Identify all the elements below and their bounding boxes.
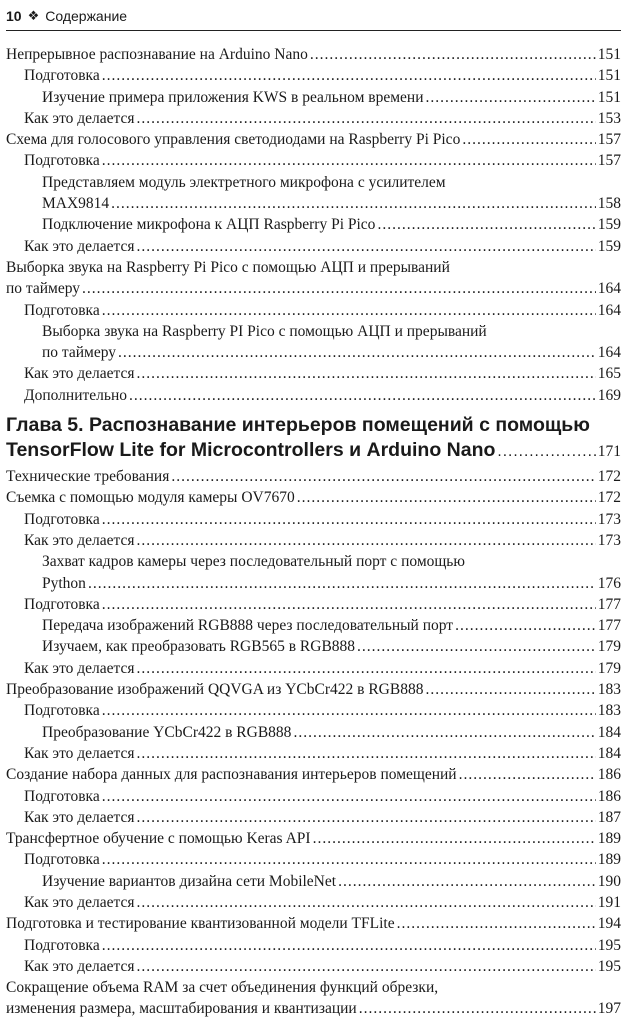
toc-title: Как это делается [24,893,135,911]
toc-page: 153 [597,109,621,127]
toc-entry[interactable] [6,108,621,129]
toc-page: 157 [597,152,621,170]
chapter-title-line1: Глава 5. Распознавание интерьеров помещений с помощью [6,414,590,437]
toc-page: 183 [597,702,621,720]
toc-title: Подготовка [24,595,100,613]
toc-page: 189 [597,830,621,848]
table-of-contents [6,44,621,1020]
toc-entry[interactable] [6,594,621,615]
toc-page: 164 [597,344,621,362]
toc-entry[interactable] [6,509,621,530]
toc-entry[interactable] [6,871,621,892]
toc-page: 172 [597,468,621,486]
toc-page: 189 [597,851,621,869]
toc-page: 179 [597,638,621,656]
toc-entry[interactable] [6,828,621,849]
toc-title: по таймеру [42,344,117,362]
toc-title-line1: Захват кадров камеры через последовательный порт с помощью [42,553,465,571]
toc-entry[interactable] [6,530,621,551]
toc-title: Подготовка [24,702,100,720]
toc-title: Схема для голосового управления светодиодами на Raspberry Pi Pico [6,131,461,149]
toc-page: 184 [597,723,621,741]
toc-title-line1: Выборка звука на Raspberry Pi Pico с помощью АЦП и прерываний [6,258,450,276]
toc-title: Подготовка [24,152,100,170]
toc-page: 172 [597,489,621,507]
toc-page: 164 [597,301,621,319]
toc-entry[interactable] [6,615,621,636]
toc-page: 151 [597,88,621,106]
toc-entry[interactable] [6,700,621,721]
toc-page: 171 [597,443,621,461]
toc-entry[interactable] [6,300,621,321]
toc-page: 195 [597,957,621,975]
toc-page: 151 [597,67,621,85]
toc-title: Преобразование изображений QQVGA из YCbCr422 в RGB888 [6,681,424,699]
toc-page: 179 [597,659,621,677]
toc-entry[interactable] [6,913,621,934]
toc-page: 195 [597,936,621,954]
toc-title: по таймеру [6,280,81,298]
page-number: 10 [6,8,22,24]
toc-entry[interactable] [6,150,621,171]
toc-entry[interactable] [6,722,621,743]
toc-page: 194 [597,915,621,933]
toc-page: 151 [597,46,621,63]
toc-chapter-heading[interactable] [6,413,621,464]
toc-page: 157 [597,131,621,149]
toc-title: Подготовка и тестирование квантизованной модели TFLite [6,915,395,933]
toc-title: Подготовка [24,510,100,528]
toc-title: Съемка с помощью модуля камеры OV7670 [6,489,295,507]
toc-entry[interactable] [6,236,621,257]
toc-title-line1: Представляем модуль электретного микрофона с усилителем [42,173,446,191]
toc-page: 197 [597,1000,621,1018]
toc-entry[interactable] [6,363,621,384]
toc-entry[interactable] [6,487,621,508]
toc-entry[interactable] [6,385,621,406]
toc-entry[interactable] [6,44,621,65]
toc-title: Непрерывное распознавание на Arduino Nano [6,46,308,63]
toc-page: 183 [597,681,621,699]
toc-title: Передача изображений RGB888 через последовательный порт [42,617,454,635]
toc-title: Как это делается [24,808,135,826]
toc-entry[interactable] [6,551,621,594]
toc-title-line1: Выборка звука на Raspberry PI Pico с помощью АЦП и прерываний [42,322,487,340]
toc-page: 158 [597,195,621,213]
toc-entry[interactable] [6,466,621,487]
toc-title-line1: Сокращение объема RAM за счет объединения функций обрезки, [6,979,439,997]
toc-entry[interactable] [6,892,621,913]
toc-title: Подключение микрофона к АЦП Raspberry Pi Pico [42,216,376,234]
toc-page: 186 [597,787,621,805]
toc-title: Как это делается [24,365,135,383]
toc-page: 159 [597,216,621,234]
toc-entry[interactable] [6,214,621,235]
toc-entry[interactable] [6,764,621,785]
toc-title: Преобразование YCbCr422 в RGB888 [42,723,292,741]
toc-title: Как это делается [24,659,135,677]
toc-title: Технические требования [6,468,170,486]
toc-entry[interactable] [6,321,621,364]
toc-title: Дополнительно [24,386,127,404]
toc-entry[interactable] [6,658,621,679]
toc-page: 159 [597,237,621,255]
toc-entry[interactable] [6,65,621,86]
toc-title: Изучение вариантов дизайна сети MobileNet [42,872,337,890]
toc-title: Python [42,574,86,592]
ornament-icon: ❖ [27,8,40,23]
toc-page: 165 [597,365,621,383]
toc-page: 173 [597,531,621,549]
toc-title: MAX9814 [42,195,110,213]
toc-entry[interactable] [6,636,621,657]
header-rule [6,30,621,31]
toc-page: 177 [597,617,621,635]
toc-page: 191 [597,893,621,911]
toc-entry[interactable] [6,743,621,764]
toc-title: Как это делается [24,237,135,255]
toc-title: Изучение примера приложения KWS в реальном времени [42,88,424,106]
toc-entry[interactable] [6,87,621,108]
toc-entry[interactable] [6,935,621,956]
toc-title: Изучаем, как преобразовать RGB565 в RGB888 [42,638,356,656]
toc-page: 177 [597,595,621,613]
toc-title: Подготовка [24,67,100,85]
toc-title: Как это делается [24,744,135,762]
toc-page: 187 [597,808,621,826]
toc-entry[interactable] [6,786,621,807]
toc-entry[interactable] [6,849,621,870]
toc-entry[interactable] [6,956,621,977]
toc-title: Подготовка [24,787,100,805]
toc-title: изменения размера, масштабирования и квантизации [6,1000,357,1018]
running-header [6,4,621,28]
running-header-section: Содержание [45,8,128,24]
toc-title: Как это делается [24,957,135,975]
chapter-title: TensorFlow Lite for Microcontrollers и Arduino Nano [6,439,496,462]
toc-entry[interactable] [6,977,621,1020]
toc-entry[interactable] [6,257,621,300]
toc-page: 190 [597,872,621,890]
toc-title: Трансфертное обучение с помощью Keras API [6,830,311,848]
toc-entry[interactable] [6,129,621,150]
toc-entry[interactable] [6,172,621,215]
toc-title: Подготовка [24,301,100,319]
toc-title: Создание набора данных для распознавания интерьеров помещений [6,766,457,784]
toc-entry[interactable] [6,807,621,828]
toc-title: Подготовка [24,851,100,869]
toc-page: 169 [597,386,621,404]
toc-page: 184 [597,744,621,762]
toc-title: Как это делается [24,109,135,127]
toc-title: Подготовка [24,936,100,954]
toc-page: 173 [597,510,621,528]
toc-page: 186 [597,766,621,784]
toc-page: 164 [597,280,621,298]
toc-entry[interactable] [6,679,621,700]
toc-title: Как это делается [24,531,135,549]
toc-page: 176 [597,574,621,592]
